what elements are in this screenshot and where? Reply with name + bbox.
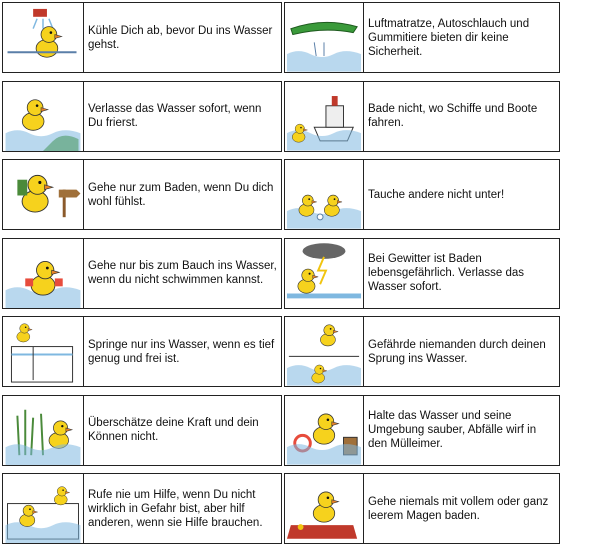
rule-text: Luftmatratze, Autoschlauch und Gummitiere bieten dir keine Sicherheit. xyxy=(368,17,530,58)
rule-text-cell xyxy=(83,316,282,387)
rule-text: Gefährde niemanden durch deinen Sprung ins Wasser. xyxy=(368,338,546,365)
rule-text: Springe nur ins Wasser, wenn es tief genug und frei ist. xyxy=(88,338,275,365)
rule-text: Halte das Wasser und seine Umgebung sauber, Abfälle wirf in den Mülleimer. xyxy=(368,410,537,450)
rule-text: Kühle Dich ab, bevor Du ins Wasser gehst. xyxy=(88,24,273,51)
duck-diving-icon xyxy=(2,316,84,387)
duck-picnic-icon xyxy=(284,473,364,544)
rule-text: Gehe nur bis zum Bauch ins Wasser, wenn du nicht schwimmen kannst. xyxy=(88,260,277,286)
rule-text-cell xyxy=(363,2,560,73)
thunderstorm-icon xyxy=(284,238,364,309)
rule-text-cell xyxy=(363,395,560,466)
rule-text-cell xyxy=(363,473,560,544)
crocodile-float-icon xyxy=(284,2,364,73)
duck-shower-icon xyxy=(2,2,84,73)
rule-text-cell xyxy=(83,395,282,466)
rule-text-cell xyxy=(83,473,282,544)
rule-text-cell xyxy=(363,238,560,309)
rule-text-cell xyxy=(83,81,282,152)
duck-walking-icon xyxy=(2,159,84,230)
duck-armbands-icon xyxy=(2,238,84,309)
rule-text: Rufe nie um Hilfe, wenn Du nicht wirklich in Gefahr bist, aber hilf anderen, wenn sie Hilfe brauchen. xyxy=(88,488,263,529)
ducks-dunking-icon xyxy=(284,159,364,230)
rule-text-cell xyxy=(363,81,560,152)
rule-text: Bei Gewitter ist Baden lebensgefährlich. Verlasse das Wasser sofort. xyxy=(368,253,524,293)
rule-text-cell xyxy=(363,316,560,387)
bathing-rules-table xyxy=(2,2,594,546)
rule-text-cell xyxy=(83,2,282,73)
rule-text: Verlasse das Wasser sofort, wenn Du frierst. xyxy=(88,103,262,129)
rule-text: Tauche andere nicht unter! xyxy=(368,188,505,201)
rule-text-cell xyxy=(83,159,282,230)
duck-cold-icon xyxy=(2,81,84,152)
duck-jump-icon xyxy=(284,316,364,387)
rule-text-cell xyxy=(83,238,282,309)
rule-text: Überschätze deine Kraft und dein Können nicht. xyxy=(88,417,259,443)
duck-help-icon xyxy=(2,473,84,544)
duck-reeds-icon xyxy=(2,395,84,466)
rule-text-cell xyxy=(363,159,560,230)
rule-text: Gehe niemals mit vollem oder ganz leerem Magen baden. xyxy=(368,495,549,522)
ship-icon xyxy=(284,81,364,152)
rule-text: Bade nicht, wo Schiffe und Boote fahren. xyxy=(368,103,538,129)
rule-text: Gehe nur zum Baden, wenn Du dich wohl fühlst. xyxy=(88,181,274,208)
duck-trash-icon xyxy=(284,395,364,466)
